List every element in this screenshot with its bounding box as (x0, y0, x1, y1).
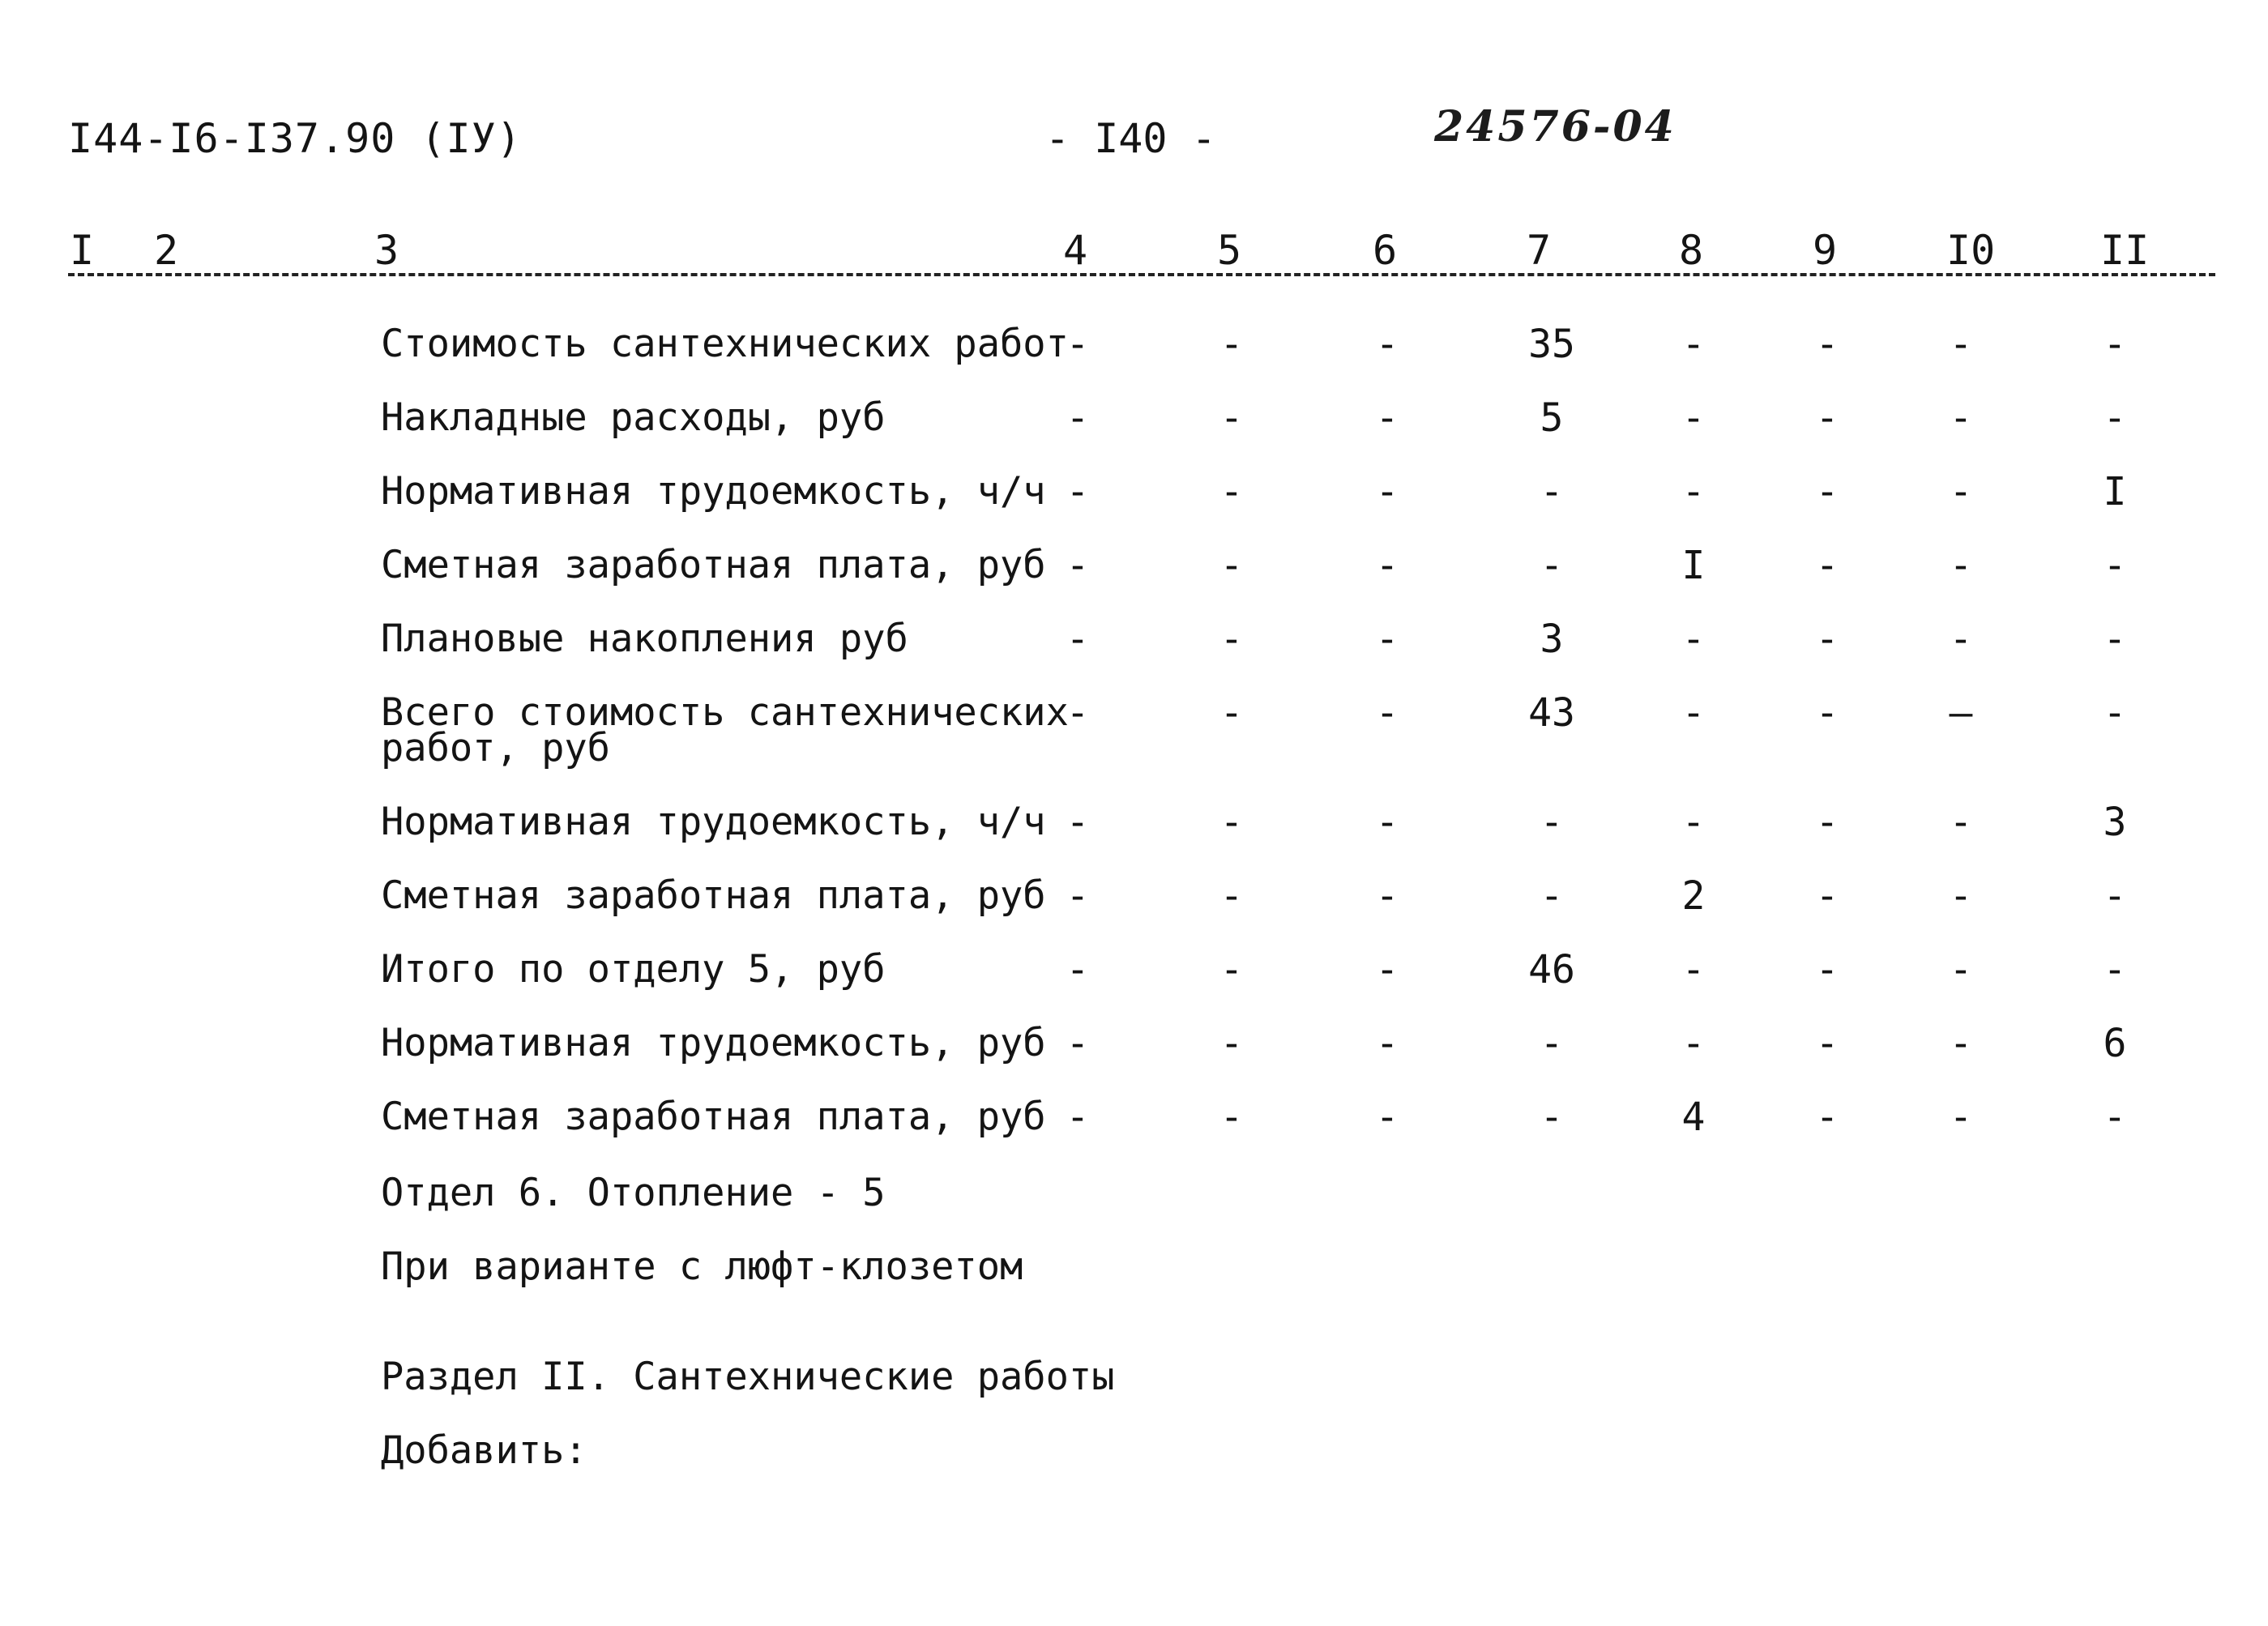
cell-col-8: - (1681, 947, 1706, 992)
cell-col-6: - (1375, 873, 1399, 919)
cell-col-10: - (1949, 873, 1973, 919)
cell-col-11: - (2103, 1095, 2127, 1140)
column-header-2: 2 (154, 227, 179, 274)
cell-col-9: - (1815, 1021, 1839, 1066)
cell-col-7: 43 (1528, 690, 1575, 736)
cell-col-7: - (1540, 1095, 1564, 1140)
cell-col-8: - (1681, 690, 1706, 736)
section-heading-plumbing: Раздел II. Сантехнические работы (381, 1355, 1115, 1399)
column-header-5: 5 (1217, 227, 1242, 274)
cell-col-7: - (1540, 873, 1564, 919)
cell-col-10: - (1949, 395, 1973, 441)
document-code: I44-I6-I37.90 (IУ) (68, 115, 522, 162)
cell-col-10: - (1949, 1095, 1973, 1140)
table-row (0, 543, 2268, 595)
cell-col-5: - (1219, 469, 1244, 514)
row-label: Накладные расходы, руб (381, 395, 886, 440)
header-rule (68, 273, 2215, 276)
cell-col-4: - (1066, 1021, 1090, 1066)
cell-col-5: - (1219, 617, 1244, 662)
cell-col-6: - (1375, 1095, 1399, 1140)
cell-col-9: - (1815, 947, 1839, 992)
cell-col-6: - (1375, 395, 1399, 441)
table-row (0, 469, 2268, 522)
column-header-10: I0 (1946, 227, 1996, 274)
cell-col-5: - (1219, 800, 1244, 845)
cell-col-4: - (1066, 469, 1090, 514)
row-label: Нормативная трудоемкость, руб (381, 1021, 1046, 1065)
cell-col-5: - (1219, 322, 1244, 367)
cell-col-10: - (1949, 1021, 1973, 1066)
table-row (0, 617, 2268, 669)
cell-col-10: - (1949, 469, 1973, 514)
cell-col-9: - (1815, 617, 1839, 662)
section-note-variant: При варианте с люфт-клозетом (381, 1244, 1023, 1289)
cell-col-7: - (1540, 800, 1564, 845)
cell-col-11: - (2103, 395, 2127, 441)
cell-col-11: I (2103, 469, 2127, 514)
cell-col-9: - (1815, 1095, 1839, 1140)
table-row (0, 322, 2268, 374)
cell-col-8: - (1681, 1021, 1706, 1066)
table-row (0, 1095, 2268, 1147)
cell-col-7: 35 (1528, 322, 1575, 367)
table-row (0, 690, 2268, 775)
cell-col-11: - (2103, 322, 2127, 367)
cell-col-5: - (1219, 543, 1244, 588)
cell-col-4: - (1066, 617, 1090, 662)
table-row (0, 873, 2268, 926)
cell-col-10: - (1949, 947, 1973, 992)
row-label: Сметная заработная плата, руб (381, 1095, 1046, 1139)
cell-col-5: - (1219, 1021, 1244, 1066)
cell-col-5: - (1219, 395, 1244, 441)
cell-col-8: 4 (1681, 1095, 1706, 1140)
cell-col-4: - (1066, 690, 1090, 736)
table-row (0, 947, 2268, 1000)
table-row (0, 800, 2268, 852)
column-header-7: 7 (1527, 227, 1552, 274)
cell-col-6: - (1375, 690, 1399, 736)
column-header-9: 9 (1813, 227, 1838, 274)
cell-col-11: - (2103, 873, 2127, 919)
cell-col-4: - (1066, 1095, 1090, 1140)
column-header-11: II (2100, 227, 2150, 274)
cell-col-7: 3 (1540, 617, 1564, 662)
cell-col-4: - (1066, 543, 1090, 588)
cell-col-11: - (2103, 617, 2127, 662)
row-label-continuation: работ, руб (381, 726, 610, 770)
cell-col-8: - (1681, 395, 1706, 441)
cell-col-8: - (1681, 469, 1706, 514)
cell-col-5: - (1219, 873, 1244, 919)
cell-col-5: - (1219, 947, 1244, 992)
section-note-add: Добавить: (381, 1428, 587, 1473)
cell-col-9: - (1815, 469, 1839, 514)
cell-col-8: - (1681, 322, 1706, 367)
cell-col-4: - (1066, 322, 1090, 367)
cell-col-6: - (1375, 800, 1399, 845)
cell-col-9: - (1815, 690, 1839, 736)
cell-col-9: - (1815, 873, 1839, 919)
cell-col-11: - (2103, 947, 2127, 992)
column-header-6: 6 (1373, 227, 1398, 274)
handwritten-number: 24576-04 (1434, 102, 1676, 152)
cell-col-4: - (1066, 873, 1090, 919)
cell-col-4: - (1066, 800, 1090, 845)
table-row (0, 395, 2268, 448)
cell-col-7: - (1540, 1021, 1564, 1066)
cell-col-8: - (1681, 800, 1706, 845)
cell-col-6: - (1375, 543, 1399, 588)
row-label: Итого по отделу 5, руб (381, 947, 886, 992)
cell-col-6: - (1375, 1021, 1399, 1066)
table-row (0, 1021, 2268, 1073)
cell-col-9: - (1815, 543, 1839, 588)
cell-col-10: - (1949, 543, 1973, 588)
row-label: Нормативная трудоемкость, ч/ч (381, 469, 1046, 514)
page-number: - I40 - (1045, 115, 1216, 162)
cell-col-9: - (1815, 395, 1839, 441)
column-header-8: 8 (1679, 227, 1704, 274)
cell-col-9: - (1815, 800, 1839, 845)
cell-col-4: - (1066, 395, 1090, 441)
row-label: Сметная заработная плата, руб (381, 543, 1046, 587)
cell-col-7: 46 (1528, 947, 1575, 992)
row-label: Всего стоимость сантехнических (381, 690, 1069, 735)
cell-col-6: - (1375, 617, 1399, 662)
row-label: Нормативная трудоемкость, ч/ч (381, 800, 1046, 844)
row-label: Сметная заработная плата, руб (381, 873, 1046, 918)
cell-col-6: - (1375, 947, 1399, 992)
cell-col-10: - (1949, 800, 1973, 845)
cell-col-5: - (1219, 690, 1244, 736)
cell-col-9: - (1815, 322, 1839, 367)
cell-col-10: - (1949, 322, 1973, 367)
cell-col-11: 6 (2103, 1021, 2127, 1066)
column-header-1: I (70, 227, 95, 274)
row-label: Плановые накопления руб (381, 617, 908, 661)
cell-col-6: - (1375, 322, 1399, 367)
cell-col-7: - (1540, 543, 1564, 588)
cell-col-8: 2 (1681, 873, 1706, 919)
row-label: Стоимость сантехнических работ (381, 322, 1069, 366)
cell-col-11: - (2103, 690, 2127, 736)
column-header-4: 4 (1063, 227, 1088, 274)
cell-col-10: — (1949, 690, 1973, 736)
cell-col-7: 5 (1540, 395, 1564, 441)
section-note-heating: Отдел 6. Отопление - 5 (381, 1171, 886, 1215)
cell-col-7: - (1540, 469, 1564, 514)
cell-col-4: - (1066, 947, 1090, 992)
column-header-3: 3 (374, 227, 399, 274)
cell-col-10: - (1949, 617, 1973, 662)
cell-col-11: - (2103, 543, 2127, 588)
cell-col-6: - (1375, 469, 1399, 514)
cell-col-8: - (1681, 617, 1706, 662)
cell-col-11: 3 (2103, 800, 2127, 845)
cell-col-5: - (1219, 1095, 1244, 1140)
cell-col-8: I (1681, 543, 1706, 588)
